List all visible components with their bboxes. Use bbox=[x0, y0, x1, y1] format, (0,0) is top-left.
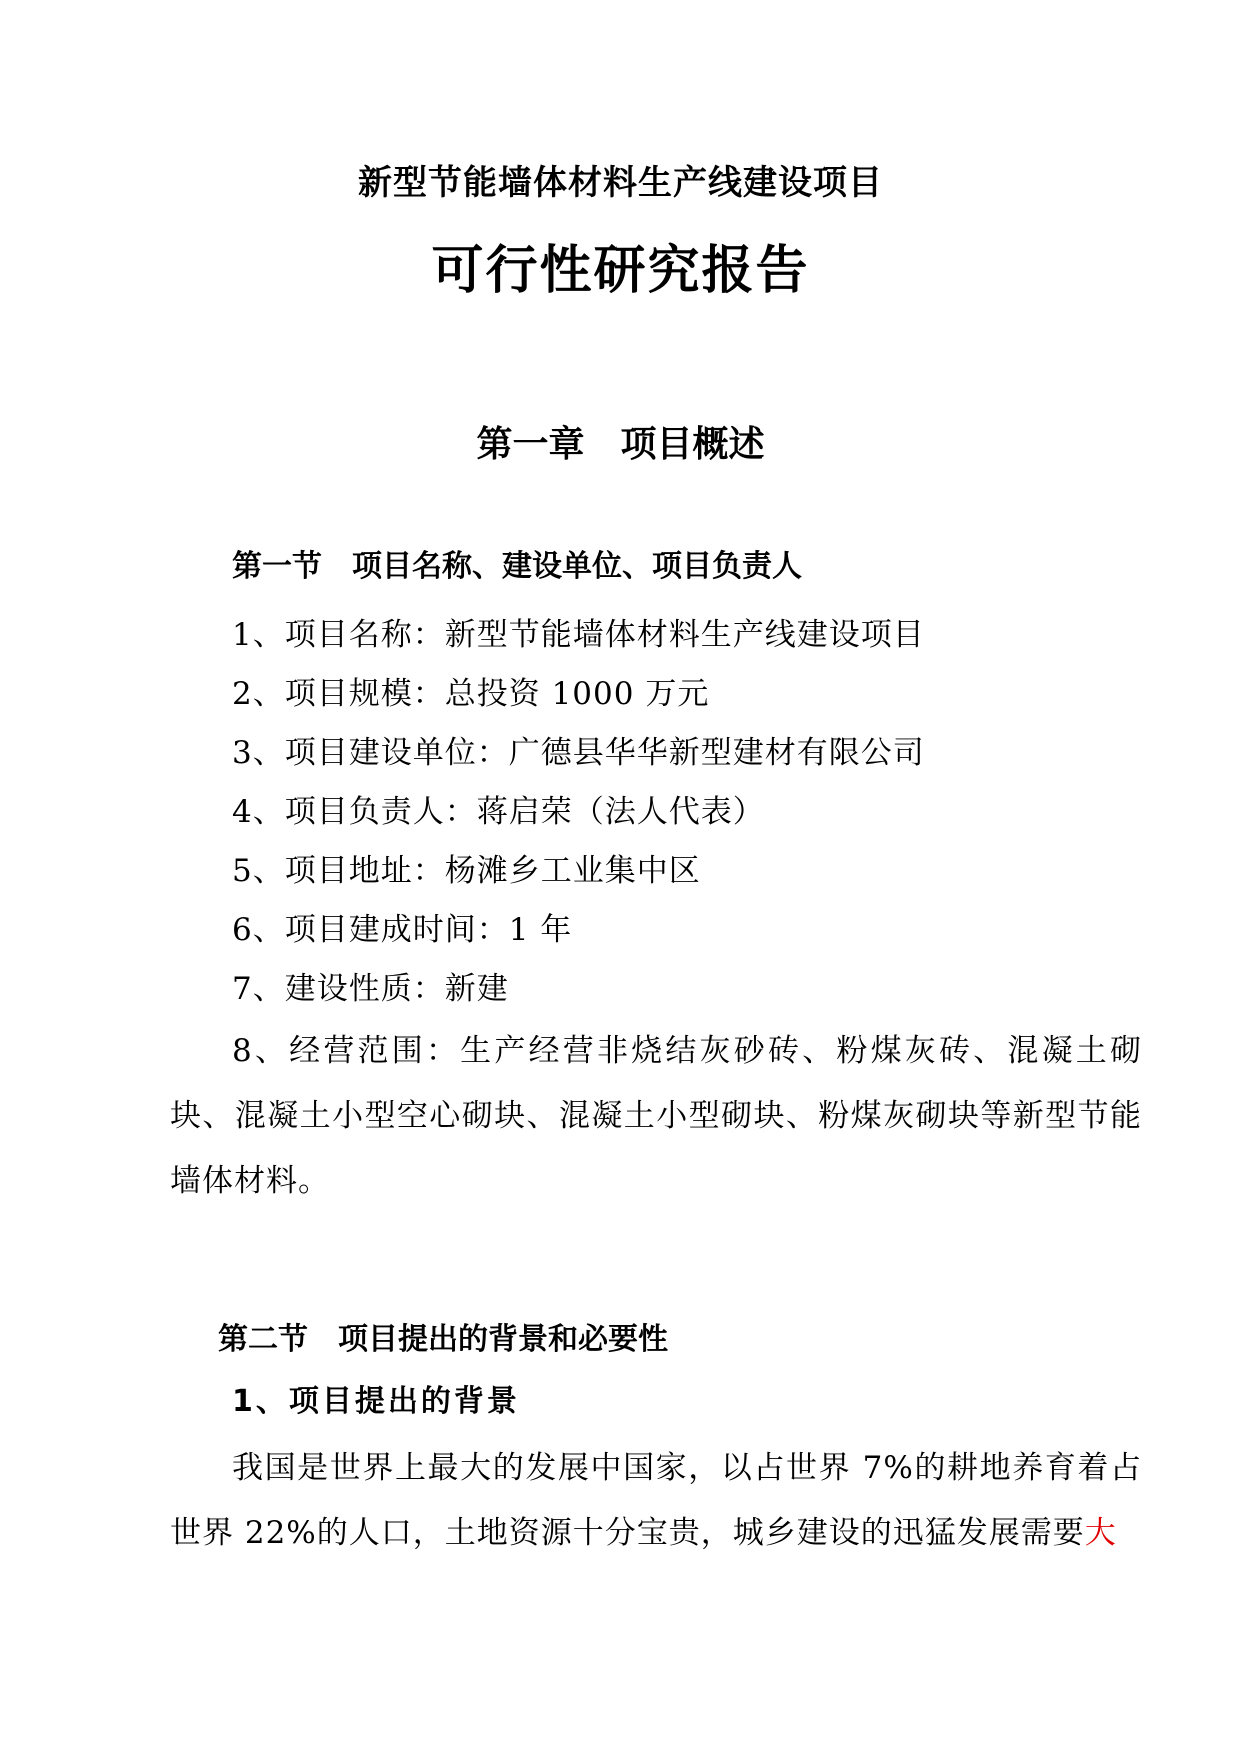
subsection-heading: 1、项目提出的背景 bbox=[232, 1384, 520, 1419]
document-title: 新型节能墙体材料生产线建设项目 bbox=[358, 163, 883, 203]
highlighted-text: 大 bbox=[1084, 1515, 1117, 1551]
list-item: 7、建设性质：新建 bbox=[232, 971, 509, 1007]
paragraph-text: 我国是世界上最大的发展中国家，以占世界 7%的耕地养育着占世界 22%的人口，土地资源十分宝贵，城乡建设的迅猛发展需要 bbox=[170, 1450, 1142, 1551]
chapter-heading: 第一章 项目概述 bbox=[476, 424, 765, 465]
list-item-business-scope: 8、经营范围：生产经营非烧结灰砂砖、粉煤灰砖、混凝土砌块、混凝土小型空心砌块、混凝土小型砌块、粉煤灰砌块等新型节能墙体材料。 bbox=[170, 1033, 1142, 1199]
body-paragraph bbox=[170, 1436, 1142, 1566]
list-item: 3、项目建设单位：广德县华华新型建材有限公司 bbox=[232, 735, 925, 771]
list-item: 2、项目规模：总投资 1000 万元 bbox=[232, 676, 710, 712]
list-item: 6、项目建成时间：1 年 bbox=[232, 912, 573, 948]
document-subtitle: 可行性研究报告 bbox=[431, 241, 810, 301]
list-item: 5、项目地址：杨滩乡工业集中区 bbox=[232, 853, 701, 889]
section-heading-1: 第一节 项目名称、建设单位、项目负责人 bbox=[232, 549, 802, 584]
list-item: 4、项目负责人：蒋启荣（法人代表） bbox=[232, 794, 765, 830]
list-item: 1、项目名称：新型节能墙体材料生产线建设项目 bbox=[232, 617, 925, 653]
section-heading-2: 第二节 项目提出的背景和必要性 bbox=[218, 1322, 668, 1357]
